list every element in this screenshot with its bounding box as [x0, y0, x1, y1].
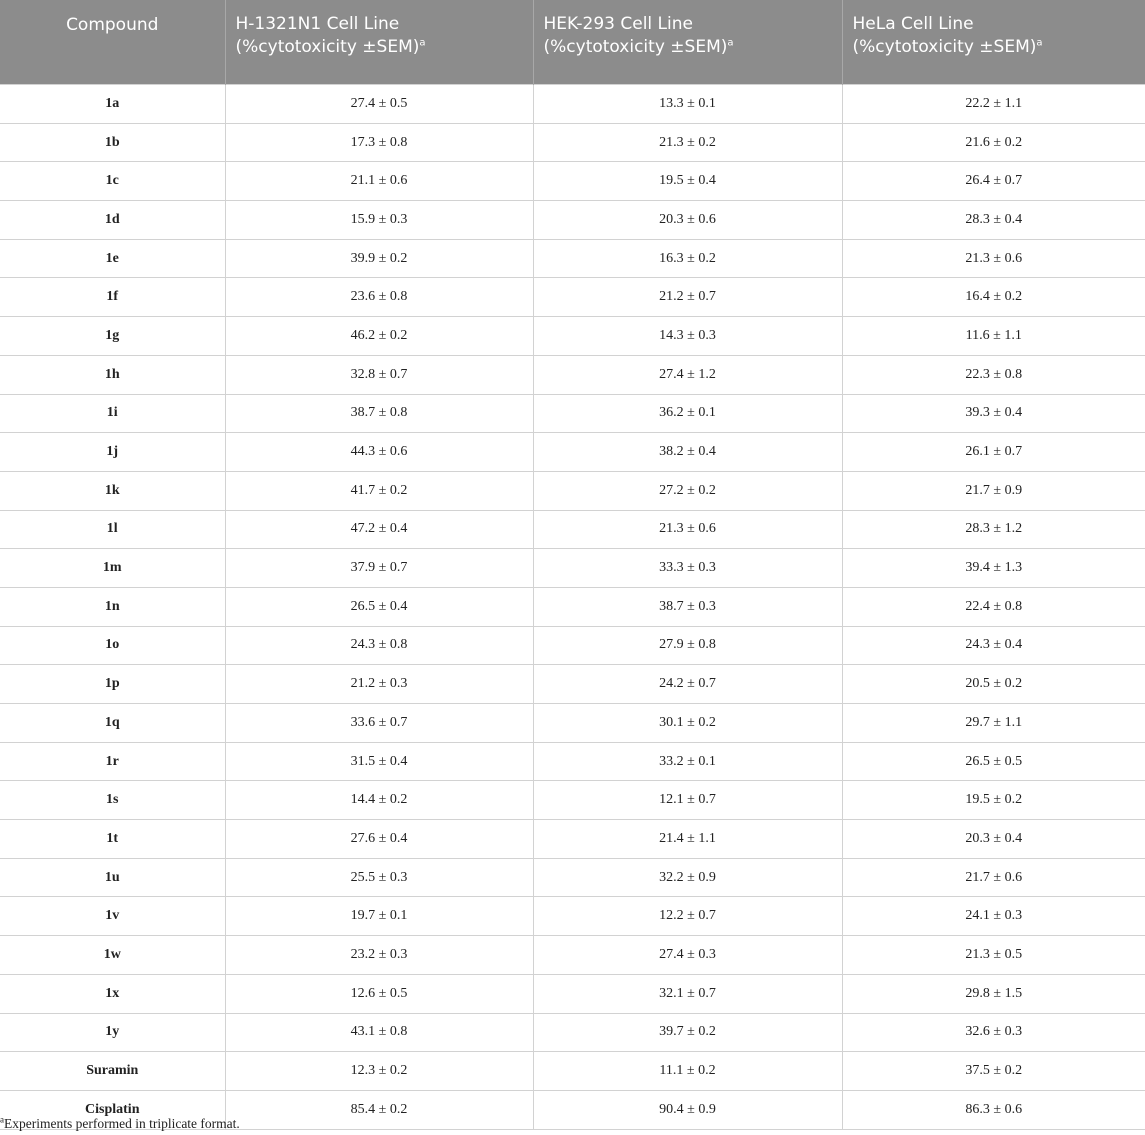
table-row: [0, 239, 1145, 278]
h1321n1-cell: 27.4 ± 0.5: [225, 85, 533, 124]
compound-cell: 1a: [0, 85, 225, 124]
table-row: [0, 897, 1145, 936]
h1321n1-cell: 85.4 ± 0.2: [225, 1090, 533, 1129]
hek293-cell: 27.4 ± 1.2: [533, 355, 842, 394]
h1321n1-cell: 39.9 ± 0.2: [225, 239, 533, 278]
hek293-cell: 33.2 ± 0.1: [533, 742, 842, 781]
h1321n1-cell: 15.9 ± 0.3: [225, 201, 533, 240]
table-row: [0, 704, 1145, 743]
header-h1321n1: H-1321N1 Cell Line (%cytotoxicity ±SEM)$^a$: [225, 0, 533, 85]
h1321n1-cell: 24.3 ± 0.8: [225, 626, 533, 665]
compound-cell: 1m: [0, 549, 225, 588]
table-row: [0, 394, 1145, 433]
h1321n1-cell: 17.3 ± 0.8: [225, 123, 533, 162]
h1321n1-cell: 43.1 ± 0.8: [225, 1013, 533, 1052]
table-row: [0, 781, 1145, 820]
compound-cell: 1j: [0, 433, 225, 472]
hek293-cell: 11.1 ± 0.2: [533, 1052, 842, 1091]
table-row: [0, 936, 1145, 975]
h1321n1-cell: 27.6 ± 0.4: [225, 820, 533, 859]
hela-cell: 39.3 ± 0.4: [842, 394, 1145, 433]
hela-cell: 11.6 ± 1.1: [842, 317, 1145, 356]
table-row: [0, 162, 1145, 201]
hek293-cell: 27.2 ± 0.2: [533, 471, 842, 510]
header-compound: Compound: [0, 0, 225, 85]
hela-cell: 26.4 ± 0.7: [842, 162, 1145, 201]
hela-cell: 21.6 ± 0.2: [842, 123, 1145, 162]
compound-cell: Cisplatin: [0, 1090, 225, 1129]
compound-cell: 1p: [0, 665, 225, 704]
compound-cell: 1v: [0, 897, 225, 936]
hek293-cell: 14.3 ± 0.3: [533, 317, 842, 356]
table-row: [0, 626, 1145, 665]
table-row: [0, 858, 1145, 897]
compound-cell: 1k: [0, 471, 225, 510]
h1321n1-cell: 14.4 ± 0.2: [225, 781, 533, 820]
table-row: [0, 355, 1145, 394]
hek293-cell: 39.7 ± 0.2: [533, 1013, 842, 1052]
hela-cell: 21.7 ± 0.9: [842, 471, 1145, 510]
hela-cell: 20.3 ± 0.4: [842, 820, 1145, 859]
compound-cell: 1x: [0, 974, 225, 1013]
compound-cell: 1e: [0, 239, 225, 278]
hela-cell: 29.7 ± 1.1: [842, 704, 1145, 743]
h1321n1-cell: 46.2 ± 0.2: [225, 317, 533, 356]
table-footnote: $^a$Experiments performed in triplicate format.: [0, 1114, 240, 1131]
compound-cell: Suramin: [0, 1052, 225, 1091]
hela-cell: 86.3 ± 0.6: [842, 1090, 1145, 1129]
hela-cell: 16.4 ± 0.2: [842, 278, 1145, 317]
hek293-cell: 13.3 ± 0.1: [533, 85, 842, 124]
hek293-cell: 90.4 ± 0.9: [533, 1090, 842, 1129]
compound-cell: 1r: [0, 742, 225, 781]
compound-cell: 1u: [0, 858, 225, 897]
hek293-cell: 20.3 ± 0.6: [533, 201, 842, 240]
h1321n1-cell: 19.7 ± 0.1: [225, 897, 533, 936]
table-row: [0, 665, 1145, 704]
hek293-cell: 32.1 ± 0.7: [533, 974, 842, 1013]
h1321n1-cell: 38.7 ± 0.8: [225, 394, 533, 433]
table-row: [0, 820, 1145, 859]
hek293-cell: 27.4 ± 0.3: [533, 936, 842, 975]
hela-cell: 22.2 ± 1.1: [842, 85, 1145, 124]
compound-cell: 1b: [0, 123, 225, 162]
table-row: [0, 587, 1145, 626]
table-row: [0, 278, 1145, 317]
hek293-cell: 27.9 ± 0.8: [533, 626, 842, 665]
compound-cell: 1s: [0, 781, 225, 820]
hek293-cell: 33.3 ± 0.3: [533, 549, 842, 588]
table-row: [0, 1052, 1145, 1091]
h1321n1-cell: 44.3 ± 0.6: [225, 433, 533, 472]
hek293-cell: 21.3 ± 0.2: [533, 123, 842, 162]
hek293-cell: 16.3 ± 0.2: [533, 239, 842, 278]
hela-cell: 26.5 ± 0.5: [842, 742, 1145, 781]
hela-cell: 29.8 ± 1.5: [842, 974, 1145, 1013]
compound-cell: 1c: [0, 162, 225, 201]
hek293-cell: 32.2 ± 0.9: [533, 858, 842, 897]
hela-cell: 28.3 ± 1.2: [842, 510, 1145, 549]
table-row: [0, 471, 1145, 510]
table-row: [0, 201, 1145, 240]
h1321n1-cell: 21.2 ± 0.3: [225, 665, 533, 704]
hek293-cell: 21.3 ± 0.6: [533, 510, 842, 549]
hek293-cell: 21.2 ± 0.7: [533, 278, 842, 317]
hek293-cell: 19.5 ± 0.4: [533, 162, 842, 201]
hela-cell: 22.3 ± 0.8: [842, 355, 1145, 394]
table-row: [0, 123, 1145, 162]
h1321n1-cell: 21.1 ± 0.6: [225, 162, 533, 201]
hek293-cell: 24.2 ± 0.7: [533, 665, 842, 704]
hek293-cell: 30.1 ± 0.2: [533, 704, 842, 743]
hek293-cell: 36.2 ± 0.1: [533, 394, 842, 433]
compound-cell: 1l: [0, 510, 225, 549]
h1321n1-cell: 23.2 ± 0.3: [225, 936, 533, 975]
h1321n1-cell: 47.2 ± 0.4: [225, 510, 533, 549]
header-hela: HeLa Cell Line (%cytotoxicity ±SEM)$^a$: [842, 0, 1145, 85]
table-row: [0, 1013, 1145, 1052]
compound-cell: 1g: [0, 317, 225, 356]
hela-cell: 37.5 ± 0.2: [842, 1052, 1145, 1091]
hela-cell: 32.6 ± 0.3: [842, 1013, 1145, 1052]
h1321n1-cell: 33.6 ± 0.7: [225, 704, 533, 743]
hela-cell: 26.1 ± 0.7: [842, 433, 1145, 472]
hela-cell: 19.5 ± 0.2: [842, 781, 1145, 820]
table-row: [0, 317, 1145, 356]
compound-cell: 1d: [0, 201, 225, 240]
compound-cell: 1t: [0, 820, 225, 859]
header-row: [0, 0, 1145, 85]
hela-cell: 20.5 ± 0.2: [842, 665, 1145, 704]
compound-cell: 1q: [0, 704, 225, 743]
table-row: [0, 549, 1145, 588]
h1321n1-cell: 23.6 ± 0.8: [225, 278, 533, 317]
compound-cell: 1n: [0, 587, 225, 626]
hela-cell: 39.4 ± 1.3: [842, 549, 1145, 588]
hek293-cell: 38.2 ± 0.4: [533, 433, 842, 472]
compound-cell: 1o: [0, 626, 225, 665]
h1321n1-cell: 12.3 ± 0.2: [225, 1052, 533, 1091]
h1321n1-cell: 25.5 ± 0.3: [225, 858, 533, 897]
header-hek293: HEK-293 Cell Line (%cytotoxicity ±SEM)$^a$: [533, 0, 842, 85]
hela-cell: 24.3 ± 0.4: [842, 626, 1145, 665]
compound-cell: 1y: [0, 1013, 225, 1052]
hela-cell: 21.3 ± 0.5: [842, 936, 1145, 975]
hela-cell: 24.1 ± 0.3: [842, 897, 1145, 936]
hek293-cell: 12.2 ± 0.7: [533, 897, 842, 936]
hela-cell: 28.3 ± 0.4: [842, 201, 1145, 240]
hela-cell: 21.7 ± 0.6: [842, 858, 1145, 897]
table-row: [0, 742, 1145, 781]
h1321n1-cell: 37.9 ± 0.7: [225, 549, 533, 588]
table-row: [0, 510, 1145, 549]
hela-cell: 22.4 ± 0.8: [842, 587, 1145, 626]
h1321n1-cell: 41.7 ± 0.2: [225, 471, 533, 510]
table-row: [0, 85, 1145, 124]
compound-cell: 1h: [0, 355, 225, 394]
h1321n1-cell: 12.6 ± 0.5: [225, 974, 533, 1013]
hek293-cell: 12.1 ± 0.7: [533, 781, 842, 820]
hela-cell: 21.3 ± 0.6: [842, 239, 1145, 278]
hek293-cell: 21.4 ± 1.1: [533, 820, 842, 859]
compound-cell: 1f: [0, 278, 225, 317]
table-row: [0, 974, 1145, 1013]
h1321n1-cell: 32.8 ± 0.7: [225, 355, 533, 394]
compound-cell: 1w: [0, 936, 225, 975]
h1321n1-cell: 31.5 ± 0.4: [225, 742, 533, 781]
compound-cell: 1i: [0, 394, 225, 433]
table-row: [0, 433, 1145, 472]
h1321n1-cell: 26.5 ± 0.4: [225, 587, 533, 626]
hek293-cell: 38.7 ± 0.3: [533, 587, 842, 626]
